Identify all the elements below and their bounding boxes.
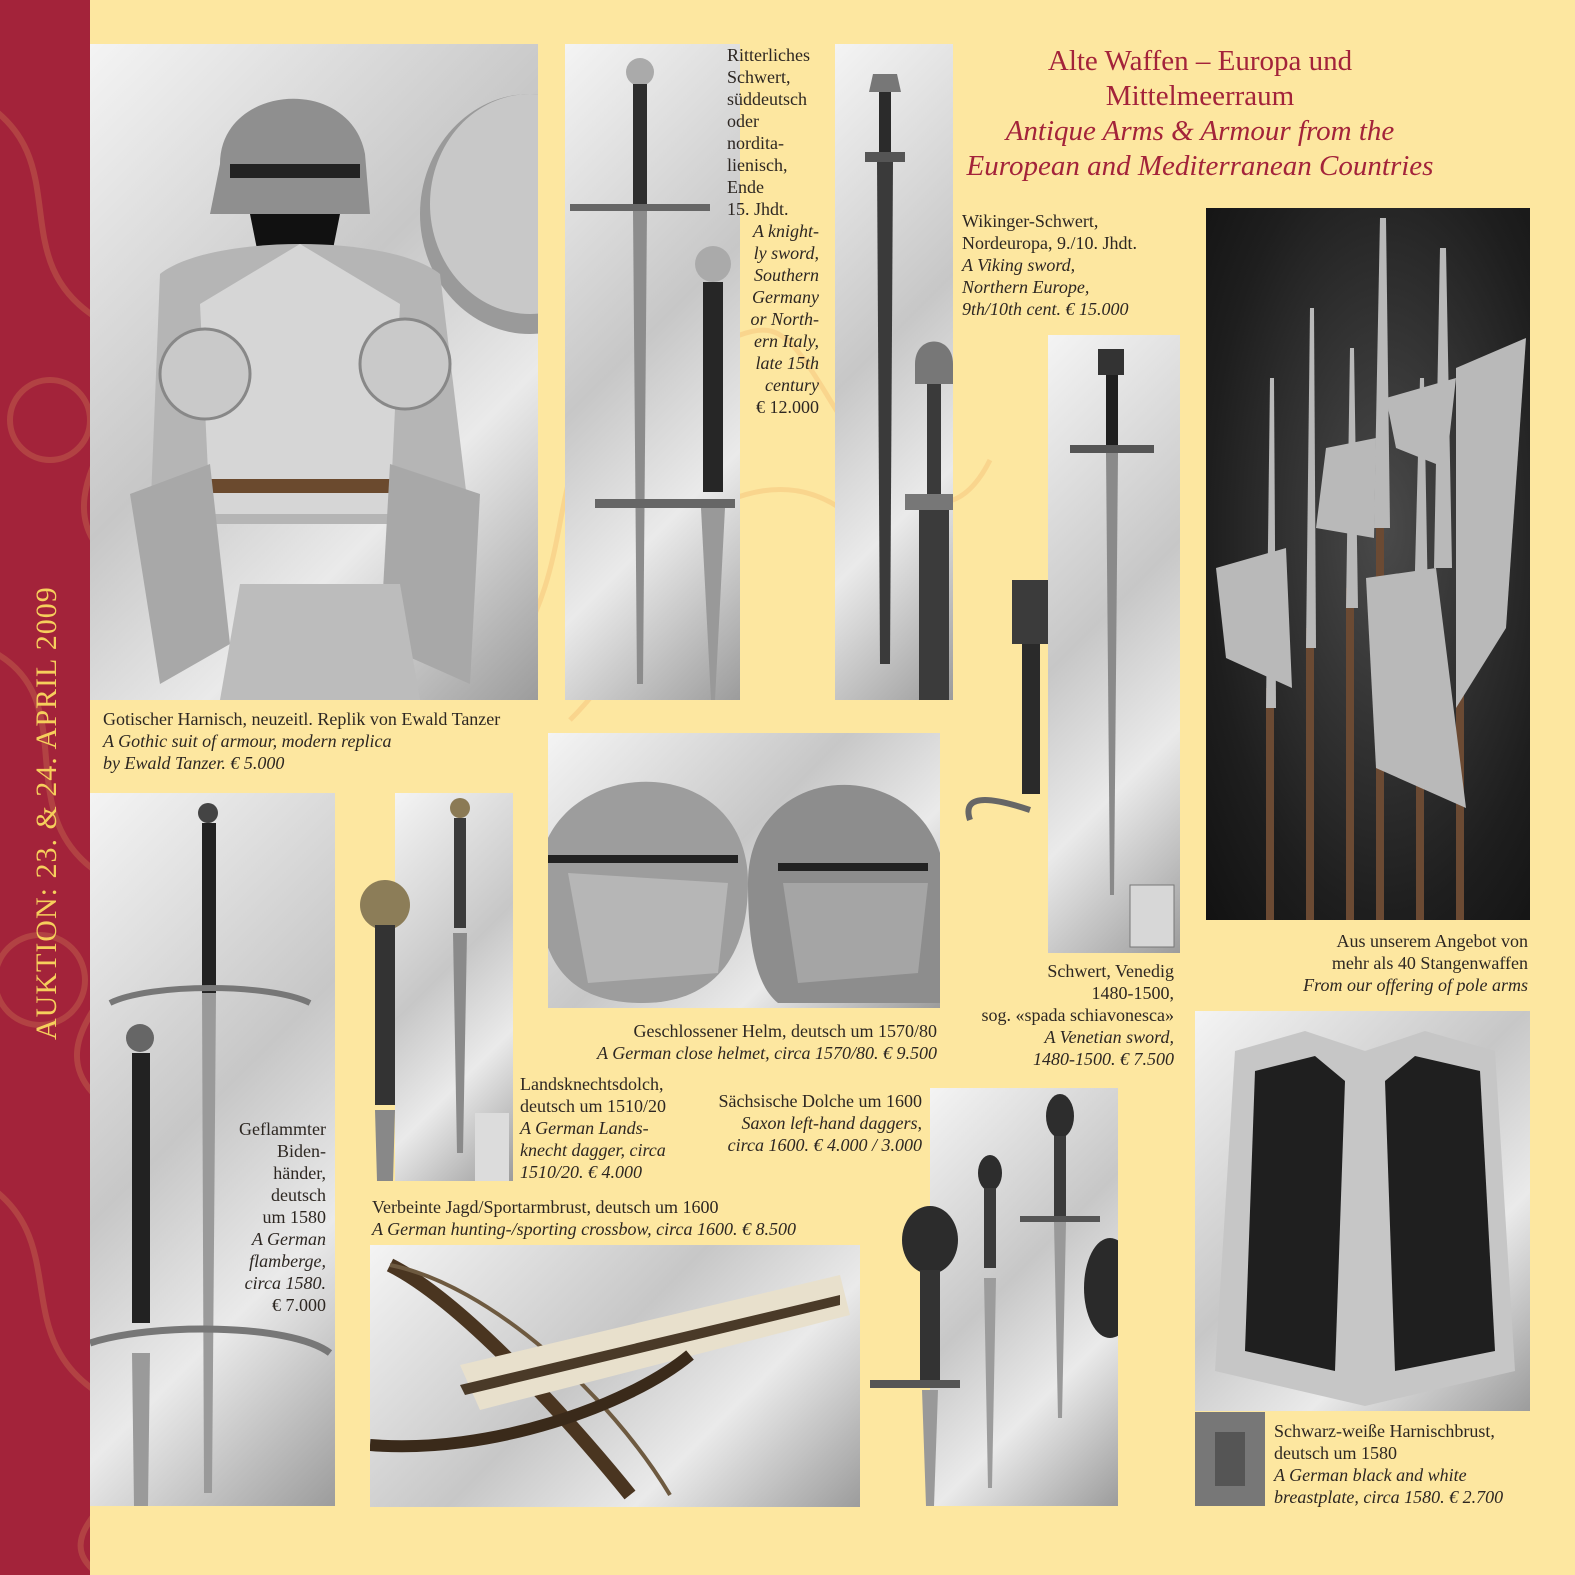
crossbow-illustration xyxy=(370,1245,860,1507)
armour-caption-en2: by Ewald Tanzer. € 5.000 xyxy=(103,753,285,773)
breastplate-en-2: breastplate, circa 1580. € 2.700 xyxy=(1274,1487,1504,1507)
saxon-daggers-caption xyxy=(700,1090,922,1156)
saxon-en-1: Saxon left-hand daggers, xyxy=(741,1113,922,1133)
crossbow-caption-de: Verbeinte Jagd/Sportarmbrust, deutsch um 1600 xyxy=(372,1197,719,1217)
knight-sword-de-6: lienisch, xyxy=(727,155,788,175)
flamberge-en-2: flamberge, xyxy=(249,1251,326,1271)
landsknecht-de-2: deutsch um 1510/20 xyxy=(520,1096,666,1116)
landsknecht-en-2: knecht dagger, circa xyxy=(520,1140,666,1160)
knight-sword-en-4: Germany xyxy=(752,287,819,307)
armour-caption-de: Gotischer Harnisch, neuzeitl. Replik von Ewald Tanzer xyxy=(103,709,501,729)
venetian-sword-en-2: 1480-1500. € 7.500 xyxy=(1033,1049,1174,1069)
mark-stamp-icon xyxy=(1195,1412,1265,1506)
left-hand-dagger-photo xyxy=(870,1200,960,1506)
knight-sword-caption-en xyxy=(727,220,819,418)
armour-caption xyxy=(103,708,543,774)
viking-sword-en-2: Northern Europe, xyxy=(962,277,1090,297)
dagger-2-illustration xyxy=(345,880,440,1181)
knight-sword-de-5: nordita- xyxy=(727,133,784,153)
breastplate-illustration xyxy=(1195,1011,1530,1411)
knight-sword-en-1: A knight- xyxy=(752,221,819,241)
venetian-sword-de-1: Schwert, Venedig xyxy=(1047,961,1174,981)
saxon-en-2: circa 1600. € 4.000 / 3.000 xyxy=(727,1135,922,1155)
flamberge-caption xyxy=(200,1118,326,1316)
knight-sword-de-1: Ritterliches xyxy=(727,45,810,65)
helmets-illustration xyxy=(548,733,940,1008)
helmet-caption-de: Geschlossener Helm, deutsch um 1570/80 xyxy=(633,1021,937,1041)
landsknecht-en-1: A German Lands- xyxy=(520,1118,649,1138)
flamberge-de-1: Geflammter xyxy=(239,1119,326,1139)
armour-photo xyxy=(90,44,538,700)
pole-arms-caption xyxy=(1230,930,1528,996)
venetian-sword-de-2: 1480-1500, xyxy=(1091,983,1174,1003)
dagger-2-photo xyxy=(345,880,440,1181)
auction-date-text: AUKTION: 23. & 24. APRIL 2009 xyxy=(30,586,63,1040)
venetian-sword-photo xyxy=(1048,335,1180,953)
knight-sword-de-8: 15. Jhdt. xyxy=(727,199,789,219)
knight-sword-en-3: Southern xyxy=(754,265,819,285)
saxon-de-1: Sächsische Dolche um 1600 xyxy=(718,1091,922,1111)
viking-sword-en-3: 9th/10th cent. € 15.000 xyxy=(962,299,1129,319)
breastplate-de-2: deutsch um 1580 xyxy=(1274,1443,1397,1463)
knight-sword-de-2: Schwert, xyxy=(727,67,791,87)
sidebar xyxy=(0,0,90,1575)
viking-sword-caption xyxy=(962,210,1202,320)
knight-sword-en-7: late 15th xyxy=(755,353,819,373)
pole-arms-photo xyxy=(1206,208,1530,920)
breastplate-en-1: A German black and white xyxy=(1274,1465,1467,1485)
knight-sword-de-4: oder xyxy=(727,111,759,131)
venetian-dagger-photo xyxy=(960,580,1048,953)
title-de-line1: Alte Waffen – Europa und xyxy=(1047,45,1353,77)
viking-sword-en-1: A Viking sword, xyxy=(962,255,1076,275)
venetian-sword-en-1: A Venetian sword, xyxy=(1044,1027,1174,1047)
knight-sword-price: € 12.000 xyxy=(756,397,819,417)
viking-sword-photo xyxy=(835,44,953,700)
flamberge-en-3: circa 1580. xyxy=(244,1273,326,1293)
breastplate-caption xyxy=(1274,1420,1534,1508)
page-title xyxy=(930,44,1470,184)
breastplate-photo xyxy=(1195,1011,1530,1411)
viking-sword-de-2: Nordeuropa, 9./10. Jhdt. xyxy=(962,233,1137,253)
helmet-photo xyxy=(548,733,940,1008)
title-en-line2: European and Mediterranean Countries xyxy=(966,150,1434,182)
flamberge-price: € 7.000 xyxy=(272,1295,326,1315)
helmet-caption-en: A German close helmet, circa 1570/80. € 9.500 xyxy=(597,1043,937,1063)
knight-sword-en-2: ly sword, xyxy=(753,243,819,263)
title-de-line2: Mittelmeerraum xyxy=(1105,80,1295,112)
flamberge-de-4: deutsch xyxy=(271,1185,326,1205)
armour-caption-en1: A Gothic suit of armour, modern replica xyxy=(103,731,392,751)
crossbow-caption-en: A German hunting-/sporting crossbow, circa 1600. € 8.500 xyxy=(372,1219,796,1239)
crossbow-caption xyxy=(372,1196,842,1240)
venetian-sword-de-3: sog. «spada schiavonesca» xyxy=(981,1005,1174,1025)
pole-arms-de-1: Aus unserem Angebot von xyxy=(1336,931,1528,951)
knight-sword-en-6: ern Italy, xyxy=(754,331,819,351)
landsknecht-de-1: Landsknechtsdolch, xyxy=(520,1074,664,1094)
knight-sword-de-3: süddeutsch xyxy=(727,89,807,109)
helmet-caption xyxy=(520,1020,937,1064)
knight-sword-en-8: century xyxy=(765,375,819,395)
venetian-sword-caption xyxy=(940,960,1174,1070)
landsknecht-en-3: 1510/20. € 4.000 xyxy=(520,1162,643,1182)
flamberge-de-2: Biden- xyxy=(277,1141,326,1161)
pole-arms-illustration xyxy=(1206,208,1530,920)
viking-sword-illustration xyxy=(835,44,953,700)
flamberge-de-3: händer, xyxy=(273,1163,326,1183)
armour-illustration xyxy=(90,44,538,700)
knight-sword-caption xyxy=(727,44,823,220)
breastplate-de-1: Schwarz-weiße Harnischbrust, xyxy=(1274,1421,1495,1441)
knight-sword-en-5: or North- xyxy=(750,309,819,329)
sword-illustration xyxy=(565,44,740,700)
venetian-dagger-illustration xyxy=(960,580,1048,953)
pole-arms-en-1: From our offering of pole arms xyxy=(1303,975,1528,995)
title-en-line1: Antique Arms & Armour from the xyxy=(1005,115,1395,147)
armourer-mark-photo xyxy=(1195,1412,1265,1506)
left-hand-dagger-illustration xyxy=(870,1200,960,1506)
flamberge-en-1: A German xyxy=(251,1229,326,1249)
crossbow-photo xyxy=(370,1245,860,1507)
landsknecht-dagger-caption xyxy=(520,1073,720,1183)
knight-sword-de-7: Ende xyxy=(727,177,764,197)
flamberge-de-5: um 1580 xyxy=(262,1207,326,1227)
knight-sword-photo xyxy=(565,44,740,700)
venetian-sword-illustration xyxy=(1048,335,1180,953)
pole-arms-de-2: mehr als 40 Stangenwaffen xyxy=(1331,953,1528,973)
viking-sword-de-1: Wikinger-Schwert, xyxy=(962,211,1099,231)
